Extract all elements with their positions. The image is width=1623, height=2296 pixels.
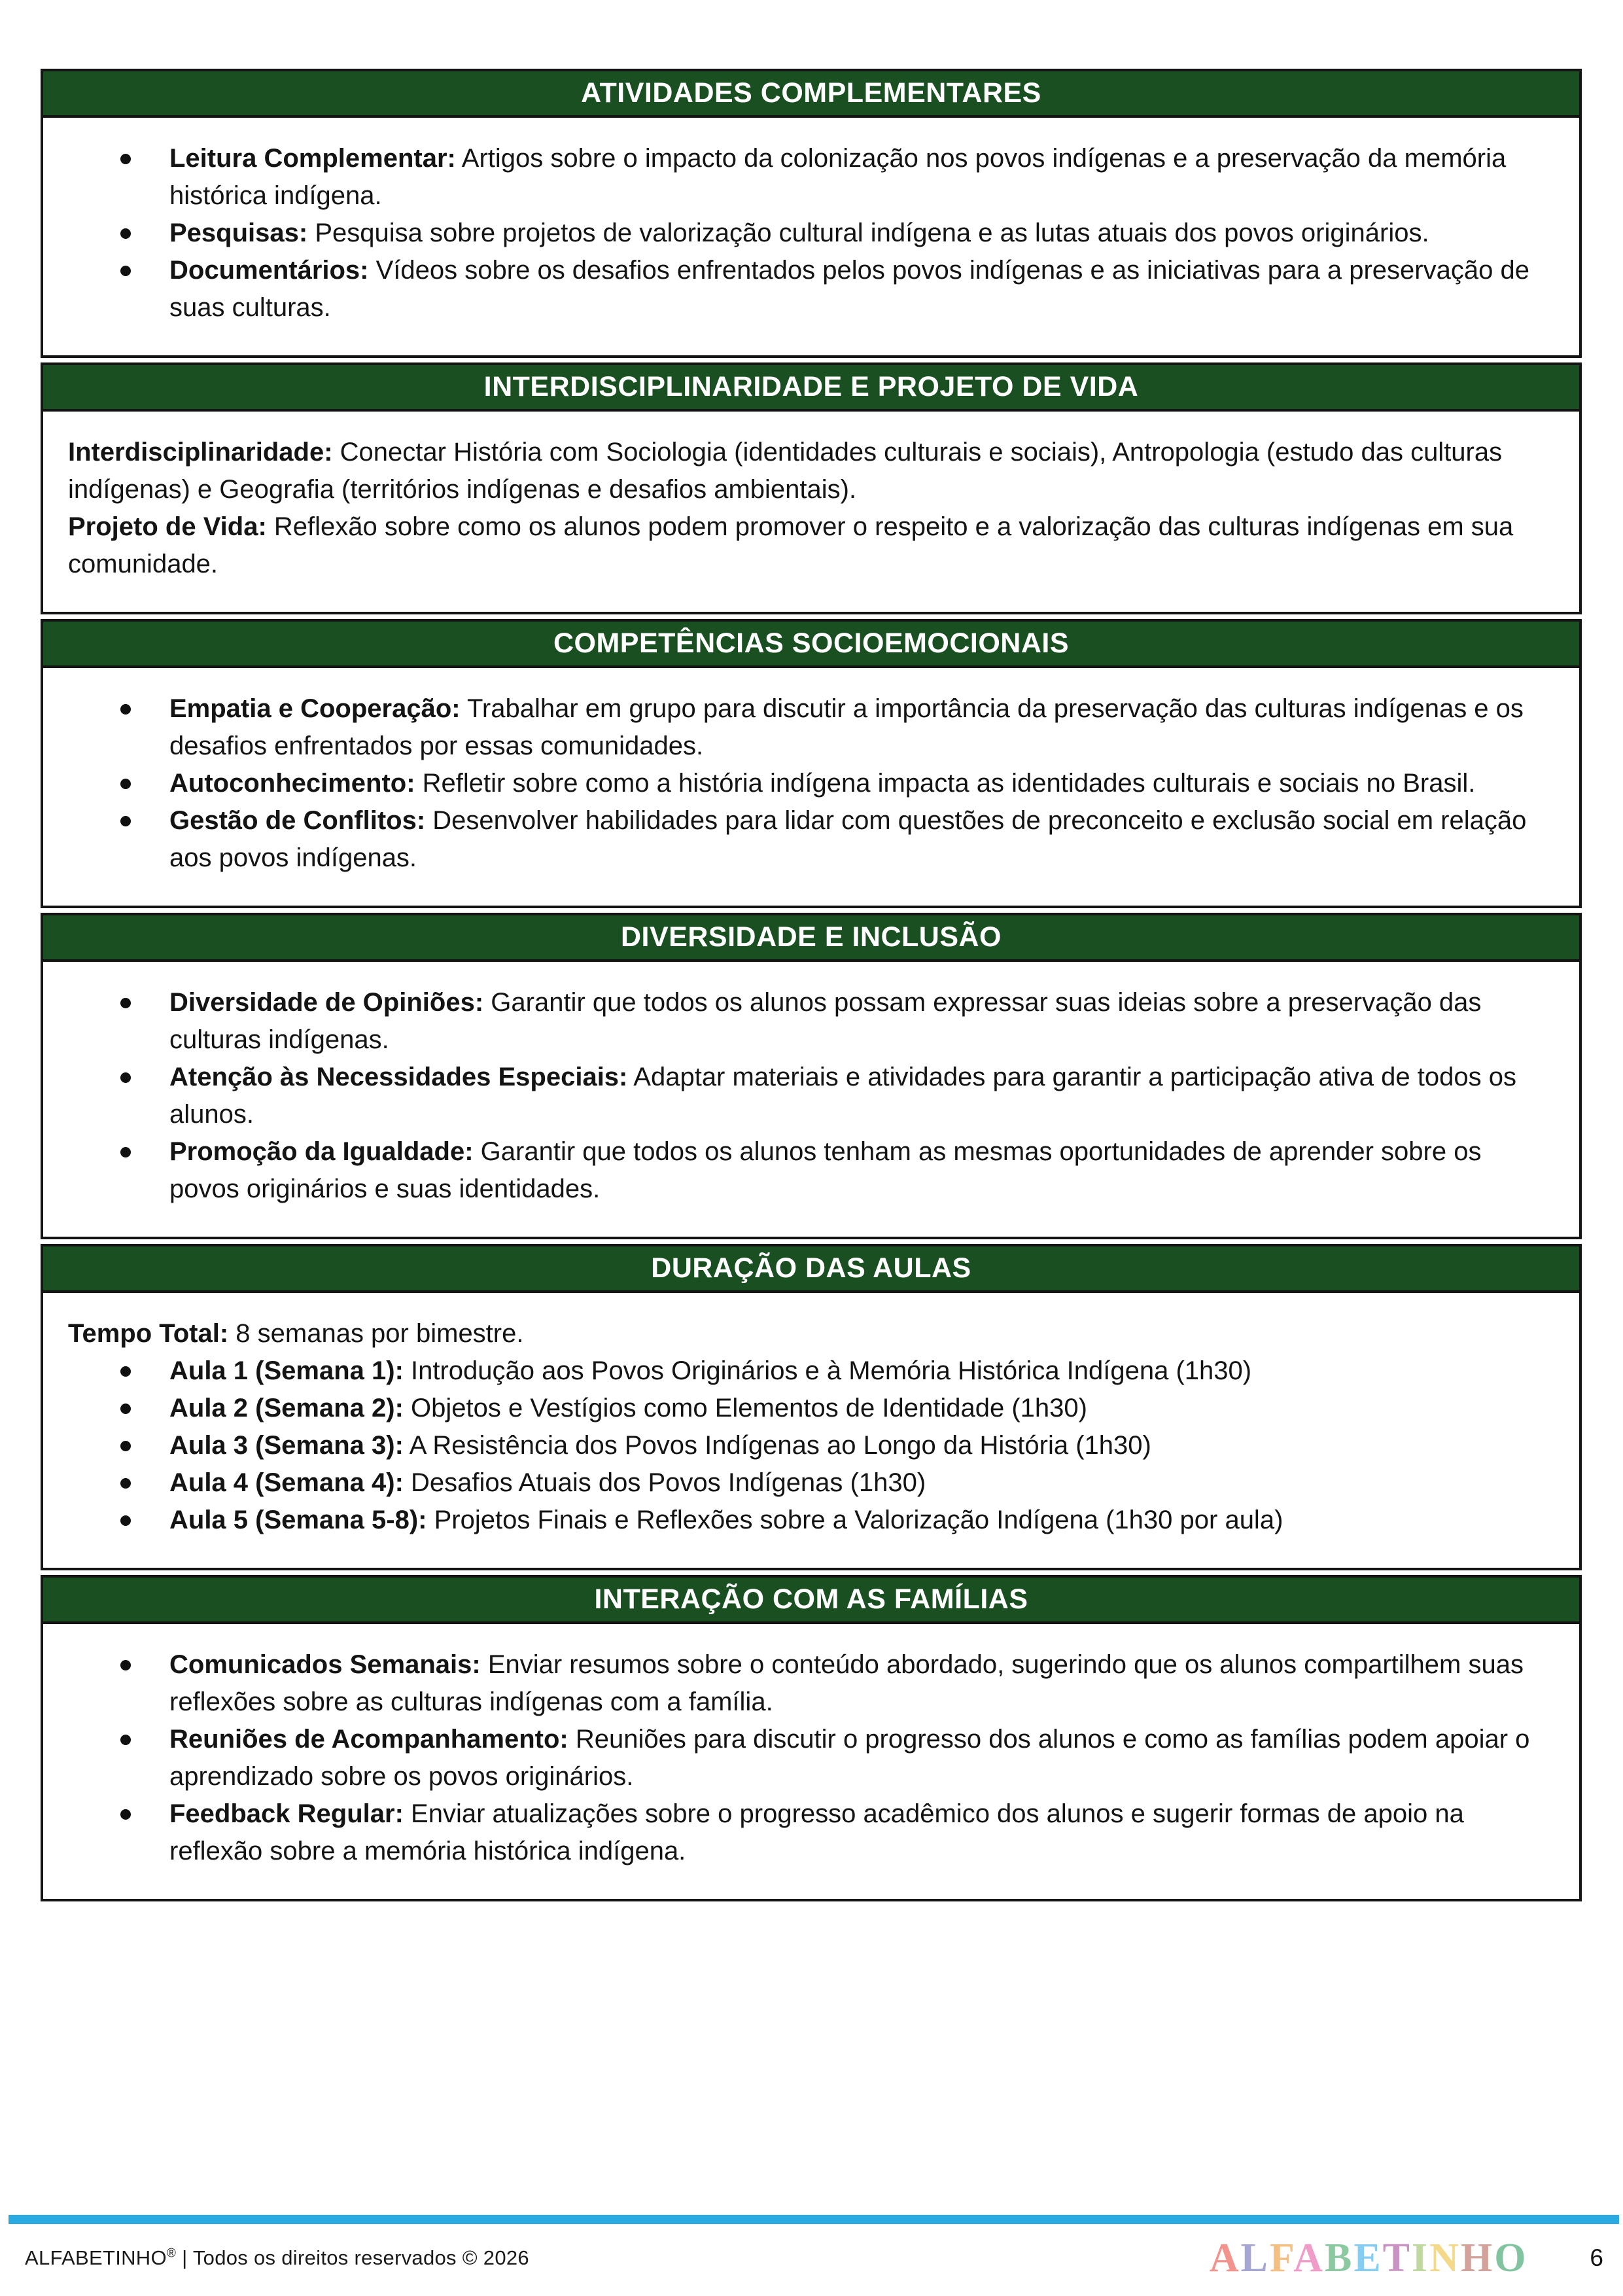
paragraph-text: Conectar História com Sociologia (identidades culturais e sociais), Antropologia (estudo das culturas indígenas) e Geografia (territórios indígenas e desafios ambientais). xyxy=(68,438,1503,504)
list-item xyxy=(43,1464,1560,1502)
item-lead: Aula 5 (Semana 5-8): xyxy=(169,1506,427,1534)
section-title: DURAÇÃO DAS AULAS xyxy=(651,1252,971,1284)
bullet-list xyxy=(43,140,1560,327)
logo-letter: B xyxy=(1324,2236,1354,2280)
section-header-bar xyxy=(43,1246,1579,1293)
logo-letter: I xyxy=(1412,2236,1430,2280)
logo-letter: L xyxy=(1240,2236,1270,2280)
list-item xyxy=(43,1646,1560,1721)
item-lead: Empatia e Cooperação: xyxy=(169,694,461,723)
bullet-list xyxy=(43,984,1560,1208)
section-interdisciplinaridade-projeto-de-vida xyxy=(41,362,1582,614)
section-body xyxy=(43,1624,1579,1899)
section-header-bar xyxy=(43,915,1579,962)
paragraph xyxy=(68,508,1543,583)
section-body xyxy=(43,1293,1579,1568)
item-text: Reuniões para discutir o progresso dos alunos e como as famílias podem apoiar o aprendizado sobre os povos originários. xyxy=(169,1725,1530,1791)
item-text: Garantir que todos os alunos possam expressar suas ideias sobre a preservação das culturas indígenas. xyxy=(169,988,1482,1054)
logo-letter: F xyxy=(1269,2236,1294,2280)
intro-text: 8 semanas por bimestre. xyxy=(236,1319,524,1348)
item-text: Objetos e Vestígios como Elementos de Identidade (1h30) xyxy=(411,1394,1087,1422)
section-header-bar xyxy=(43,1578,1579,1624)
list-item xyxy=(43,1502,1560,1539)
item-lead: Leitura Complementar: xyxy=(169,144,456,173)
item-text: Desafios Atuais dos Povos Indígenas (1h30) xyxy=(411,1468,926,1497)
logo-letter: A xyxy=(1209,2236,1241,2280)
section-diversidade-e-inclusao xyxy=(41,913,1582,1239)
section-title: COMPETÊNCIAS SOCIOEMOCIONAIS xyxy=(553,627,1070,659)
sections-container xyxy=(41,69,1582,1901)
item-lead: Reuniões de Acompanhamento: xyxy=(169,1725,568,1754)
item-lead: Pesquisas: xyxy=(169,219,308,247)
paragraph-text: Reflexão sobre como os alunos podem promover o respeito e a valorização das culturas indígenas em sua comunidade. xyxy=(68,512,1514,578)
intro-lead: Tempo Total: xyxy=(68,1319,229,1348)
item-lead: Aula 4 (Semana 4): xyxy=(169,1468,404,1497)
list-item xyxy=(43,215,1560,252)
list-item xyxy=(43,802,1560,877)
item-lead: Promoção da Igualdade: xyxy=(169,1137,474,1166)
section-title: ATIVIDADES COMPLEMENTARES xyxy=(581,77,1041,109)
bullet-list xyxy=(43,1352,1560,1539)
section-title: DIVERSIDADE E INCLUSÃO xyxy=(620,921,1002,953)
brand-name: ALFABETINHO xyxy=(25,2246,167,2269)
item-lead: Comunicados Semanais: xyxy=(169,1650,481,1679)
bullet-list xyxy=(43,690,1560,877)
section-intro xyxy=(43,1315,1560,1352)
item-text: Enviar resumos sobre o conteúdo abordado, sugerindo que os alunos compartilhem suas reflexões sobre as culturas indígenas com a família. xyxy=(169,1650,1524,1716)
item-lead: Atenção às Necessidades Especiais: xyxy=(169,1063,628,1091)
item-text: Projetos Finais e Reflexões sobre a Valorização Indígena (1h30 por aula) xyxy=(434,1506,1283,1534)
item-lead: Documentários: xyxy=(169,256,369,285)
list-item xyxy=(43,1133,1560,1208)
list-item xyxy=(43,1427,1560,1464)
list-item xyxy=(43,1795,1560,1870)
section-title: INTERDISCIPLINARIDADE E PROJETO DE VIDA xyxy=(483,371,1139,402)
registered-mark: ® xyxy=(166,2246,177,2261)
list-item xyxy=(43,765,1560,802)
logo-letter: T xyxy=(1382,2236,1412,2280)
item-lead: Diversidade de Opiniões: xyxy=(169,988,484,1017)
item-text: Artigos sobre o impacto da colonização nos povos indígenas e a preservação da memória histórica indígena. xyxy=(169,144,1507,210)
footer-accent-bar xyxy=(9,2215,1619,2224)
list-item xyxy=(43,1059,1560,1133)
rights-text: | Todos os direitos reservados © 2026 xyxy=(182,2246,529,2269)
list-item xyxy=(43,690,1560,765)
section-body xyxy=(43,412,1579,612)
section-body xyxy=(43,118,1579,355)
section-title: INTERAÇÃO COM AS FAMÍLIAS xyxy=(594,1583,1028,1615)
item-text: Pesquisa sobre projetos de valorização cultural indígena e as lutas atuais dos povos originários. xyxy=(315,219,1429,247)
list-item xyxy=(43,252,1560,327)
section-header-bar xyxy=(43,622,1579,668)
section-header-bar xyxy=(43,365,1579,412)
logo-letter: E xyxy=(1353,2236,1383,2280)
page-number: 6 xyxy=(1590,2244,1603,2271)
item-text: Enviar atualizações sobre o progresso acadêmico dos alunos e sugerir formas de apoio na reflexão sobre a memória histórica indígena. xyxy=(169,1799,1464,1865)
logo-letter: H xyxy=(1460,2236,1495,2280)
item-lead: Aula 1 (Semana 1): xyxy=(169,1356,404,1385)
section-duracao-das-aulas xyxy=(41,1244,1582,1570)
item-text: Desenvolver habilidades para lidar com questões de preconceito e exclusão social em relação aos povos indígenas. xyxy=(169,806,1527,872)
item-text: Garantir que todos os alunos tenham as mesmas oportunidades de aprender sobre os povos originários e suas identidades. xyxy=(169,1137,1482,1203)
page-footer xyxy=(25,2235,1603,2281)
copyright-text xyxy=(25,2246,1210,2270)
item-lead: Aula 2 (Semana 2): xyxy=(169,1394,404,1422)
logo-letter: O xyxy=(1494,2236,1528,2280)
item-text: Trabalhar em grupo para discutir a importância da preservação das culturas indígenas e os desafios enfrentados por essas comunidades. xyxy=(169,694,1524,760)
paragraph xyxy=(68,434,1543,508)
list-item xyxy=(43,1721,1560,1795)
item-text: Adaptar materiais e atividades para garantir a participação ativa de todos os alunos. xyxy=(169,1063,1516,1129)
section-body xyxy=(43,962,1579,1237)
item-lead: Feedback Regular: xyxy=(169,1799,404,1828)
item-text: Refletir sobre como a história indígena impacta as identidades culturais e sociais no Brasil. xyxy=(422,769,1476,798)
paragraph-lead: Interdisciplinaridade: xyxy=(68,438,333,467)
alfabetinho-logo xyxy=(1210,2235,1528,2281)
item-lead: Autoconhecimento: xyxy=(169,769,415,798)
list-item xyxy=(43,140,1560,215)
logo-letter: N xyxy=(1429,2236,1461,2280)
item-lead: Aula 3 (Semana 3): xyxy=(169,1431,404,1460)
section-interacao-com-as-familias xyxy=(41,1575,1582,1901)
section-body xyxy=(43,668,1579,906)
item-text: Introdução aos Povos Originários e à Memória Histórica Indígena (1h30) xyxy=(411,1356,1252,1385)
bullet-list xyxy=(43,1646,1560,1870)
section-atividades-complementares xyxy=(41,69,1582,358)
section-competencias-socioemocionais xyxy=(41,619,1582,908)
logo-letter: A xyxy=(1293,2236,1325,2280)
list-item xyxy=(43,1352,1560,1390)
item-lead: Gestão de Conflitos: xyxy=(169,806,426,835)
item-text: Vídeos sobre os desafios enfrentados pelos povos indígenas e as iniciativas para a preservação de suas culturas. xyxy=(169,256,1529,322)
item-text: A Resistência dos Povos Indígenas ao Longo da História (1h30) xyxy=(409,1431,1151,1460)
list-item xyxy=(43,1390,1560,1427)
list-item xyxy=(43,984,1560,1059)
paragraph-lead: Projeto de Vida: xyxy=(68,512,267,541)
section-header-bar xyxy=(43,71,1579,118)
